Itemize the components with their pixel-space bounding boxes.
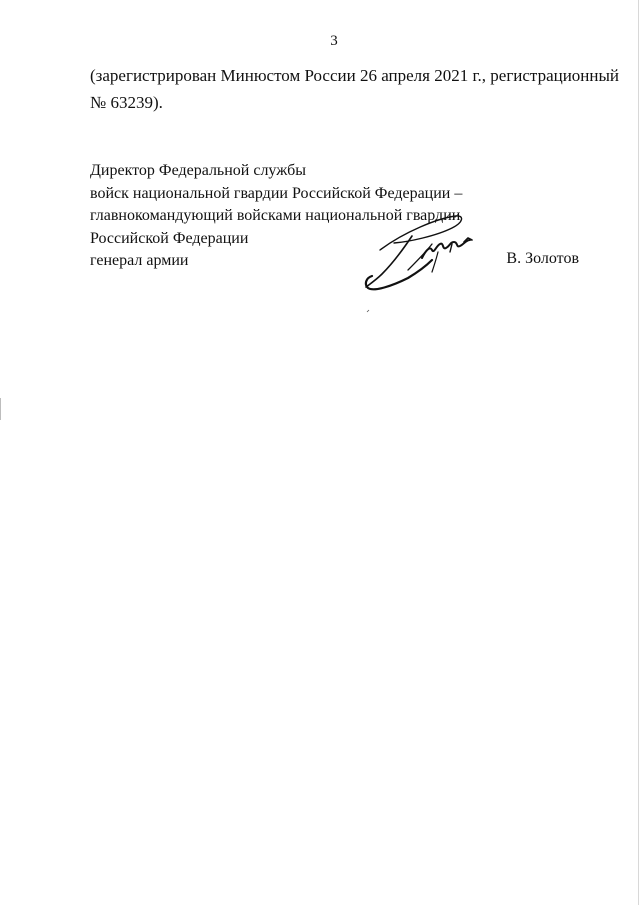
registration-text-line-2: № 63239).: [90, 93, 163, 112]
registration-text-line-1: (зарегистрирован Минюстом России 26 апреля 2021 г., регистрационный: [90, 66, 620, 85]
signatory-title-line: Российской Федерации: [90, 229, 249, 247]
scan-mark: [0, 398, 1, 420]
handwritten-signature: [352, 212, 482, 296]
page-number: 3: [330, 33, 338, 49]
signatory-title-line: войск национальной гвардии Российской Федерации –: [90, 184, 463, 202]
signatory-rank: генерал армии: [90, 252, 189, 269]
signer-name: В. Золотов: [506, 250, 579, 267]
scan-speck: [366, 309, 370, 313]
signatory-title-line: Директор Федеральной службы: [90, 162, 306, 179]
page-edge: [638, 0, 639, 905]
signatory-title-line: главнокомандующий войсками национальной гвардии: [90, 207, 461, 224]
